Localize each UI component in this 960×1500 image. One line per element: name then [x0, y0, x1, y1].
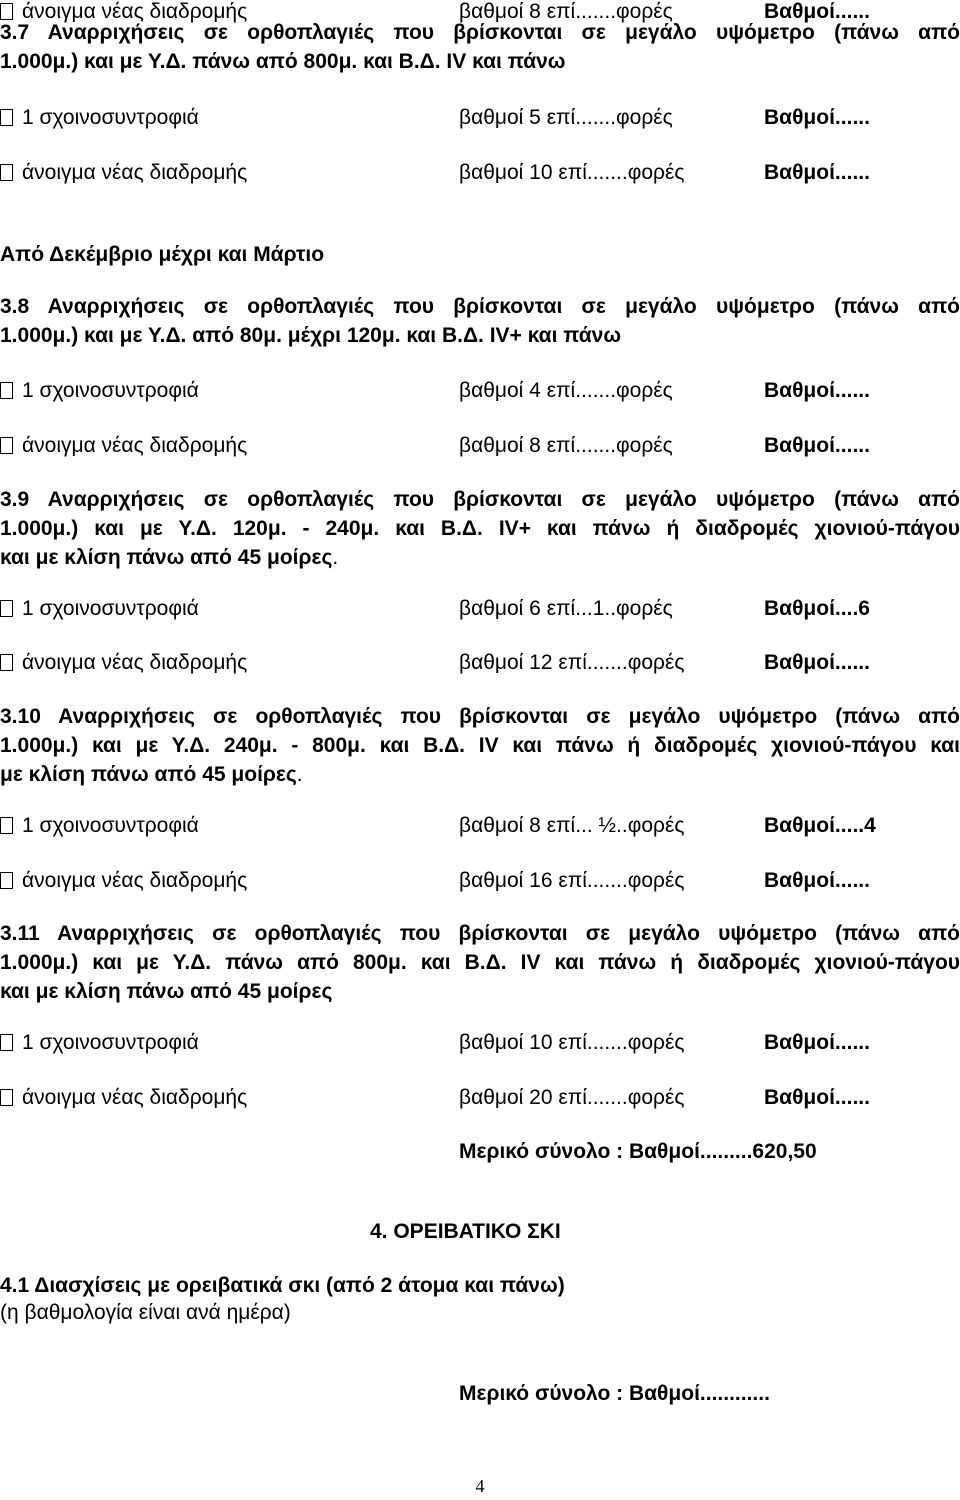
entry-row-new-route: [0, 649, 960, 677]
entry-row-new-route: [0, 159, 960, 187]
entry-degrees: βαθμοί 20 επί.......φορές: [459, 1086, 685, 1109]
checkbox-icon: [0, 3, 13, 20]
entry-points: Βαθμοί....6: [764, 597, 870, 620]
section-3-7-line-1: 3.7 Αναρριχήσεις σε ορθοπλαγιές που βρίσκονται σε μεγάλο υψόμετρο (πάνω από: [0, 21, 960, 44]
checkbox-icon: [0, 164, 13, 181]
entry-points: Βαθμοί......: [764, 869, 870, 892]
section-3-9: [0, 486, 960, 573]
entry-points: Βαθμοί......: [764, 1086, 870, 1109]
page-number: 4: [475, 1476, 485, 1496]
entry-label: άνοιγμα νέας διαδρομής: [22, 0, 248, 23]
section-3-10-line-2: 1.000μ.) και με Υ.Δ. 240μ. - 800μ. και Β.Δ. IV και πάνω ή διαδρομές χιονιού-πάγου και: [0, 734, 960, 757]
entry-row-new-route: [0, 867, 960, 895]
entry-points: Βαθμοί......: [764, 0, 870, 23]
section-3-7-line-2: 1.000μ.) και με Υ.Δ. πάνω από 800μ. και Β.Δ. IV και πάνω: [0, 50, 566, 73]
section-3-10-line-1: 3.10 Αναρριχήσεις σε ορθοπλαγιές που βρίσκονται σε μεγάλο υψόμετρο (πάνω από: [0, 705, 960, 728]
entry-label: άνοιγμα νέας διαδρομής: [22, 161, 248, 184]
entry-label: άνοιγμα νέας διαδρομής: [22, 434, 248, 457]
checkbox-icon: [0, 437, 13, 454]
section-3-8-line-2: 1.000μ.) και με Υ.Δ. από 80μ. μέχρι 120μ. και Β.Δ. IV+ και πάνω: [0, 324, 622, 347]
entry-label: άνοιγμα νέας διαδρομής: [22, 869, 248, 892]
entry-row-rope-team: [0, 812, 960, 840]
section-3-9-line-2: 1.000μ.) και με Υ.Δ. 120μ. - 240μ. και Β.Δ. IV+ και πάνω ή διαδρομές χιονιού-πάγου: [0, 517, 960, 540]
subtotal-ski: Μερικό σύνολο : Βαθμοί............: [459, 1382, 770, 1405]
section-3-11-line-3: και με κλίση πάνω από 45 μοίρες: [0, 980, 333, 1003]
checkbox-icon: [0, 1034, 13, 1051]
subtotal-climbing: Μερικό σύνολο : Βαθμοί.........620,50: [459, 1140, 817, 1163]
section-3-9-line-3: και με κλίση πάνω από 45 μοίρες.: [0, 546, 339, 569]
checkbox-icon: [0, 872, 13, 889]
entry-degrees: βαθμοί 8 επί... ½..φορές: [459, 814, 685, 837]
section-4-1-note: (η βαθμολογία είναι ανά ημέρα): [0, 1301, 291, 1324]
entry-points: Βαθμοί......: [764, 106, 870, 129]
section-3-11-line-1: 3.11 Αναρριχήσεις σε ορθοπλαγιές που βρίσκονται σε μεγάλο υψόμετρο (πάνω από: [0, 922, 960, 945]
entry-row-rope-team: [0, 1029, 960, 1057]
checkbox-icon: [0, 654, 13, 671]
entry-points: Βαθμοί......: [764, 161, 870, 184]
section-3-8-line-1: 3.8 Αναρριχήσεις σε ορθοπλαγιές που βρίσκονται σε μεγάλο υψόμετρο (πάνω από: [0, 295, 960, 318]
section-4-1-title: 4.1 Διασχίσεις με ορειβατικά σκι (από 2 άτομα και πάνω): [0, 1274, 565, 1297]
checkbox-icon: [0, 600, 13, 617]
entry-row-new-route: [0, 432, 960, 460]
entry-degrees: βαθμοί 10 επί.......φορές: [459, 161, 685, 184]
entry-degrees: βαθμοί 8 επί.......φορές: [459, 434, 673, 457]
section-3-9-line-1: 3.9 Αναρριχήσεις σε ορθοπλαγιές που βρίσκονται σε μεγάλο υψόμετρο (πάνω από: [0, 488, 960, 511]
checkbox-icon: [0, 817, 13, 834]
entry-row-rope-team: [0, 377, 960, 405]
section-3-11: [0, 920, 960, 1007]
entry-degrees: βαθμοί 5 επί.......φορές: [459, 106, 673, 129]
entry-row-rope-team: [0, 104, 960, 132]
entry-points: Βαθμοί......: [764, 651, 870, 674]
entry-points: Βαθμοί......: [764, 434, 870, 457]
entry-degrees: βαθμοί 16 επί.......φορές: [459, 869, 685, 892]
entry-degrees: βαθμοί 12 επί.......φορές: [459, 651, 685, 674]
entry-label: άνοιγμα νέας διαδρομής: [22, 1086, 248, 1109]
entry-points: Βαθμοί.....4: [764, 814, 876, 837]
entry-points: Βαθμοί......: [764, 379, 870, 402]
section-3-8: [0, 293, 960, 351]
entry-label: 1 σχοινοσυντροφιά: [22, 1031, 199, 1054]
entry-label: 1 σχοινοσυντροφιά: [22, 379, 199, 402]
entry-label: 1 σχοινοσυντροφιά: [22, 106, 199, 129]
checkbox-icon: [0, 109, 13, 126]
section-3-11-line-2: 1.000μ.) και με Υ.Δ. πάνω από 800μ. και Β.Δ. IV και πάνω ή διαδρομές χιονιού-πάγου: [0, 951, 960, 974]
entry-degrees: βαθμοί 6 επί...1..φορές: [459, 597, 673, 620]
entry-label: 1 σχοινοσυντροφιά: [22, 597, 199, 620]
entry-degrees: βαθμοί 4 επί.......φορές: [459, 379, 673, 402]
checkbox-icon: [0, 1089, 13, 1106]
entry-degrees: βαθμοί 8 επί.......φορές: [459, 0, 673, 23]
entry-points: Βαθμοί......: [764, 1031, 870, 1054]
section-3-10: [0, 703, 960, 790]
entry-row-new-route: [0, 1084, 960, 1112]
entry-degrees: βαθμοί 10 επί.......φορές: [459, 1031, 685, 1054]
checkbox-icon: [0, 382, 13, 399]
entry-label: άνοιγμα νέας διαδρομής: [22, 651, 248, 674]
entry-label: 1 σχοινοσυντροφιά: [22, 814, 199, 837]
section-3-7: [0, 19, 960, 77]
entry-row-rope-team: [0, 595, 960, 623]
section-4-heading: 4. ΟΡΕΙΒΑΤΙΚΟ ΣΚΙ: [370, 1220, 561, 1243]
section-3-10-line-3: με κλίση πάνω από 45 μοίρες.: [0, 763, 303, 786]
season-heading: Από Δεκέμβριο μέχρι και Μάρτιο: [0, 243, 325, 266]
